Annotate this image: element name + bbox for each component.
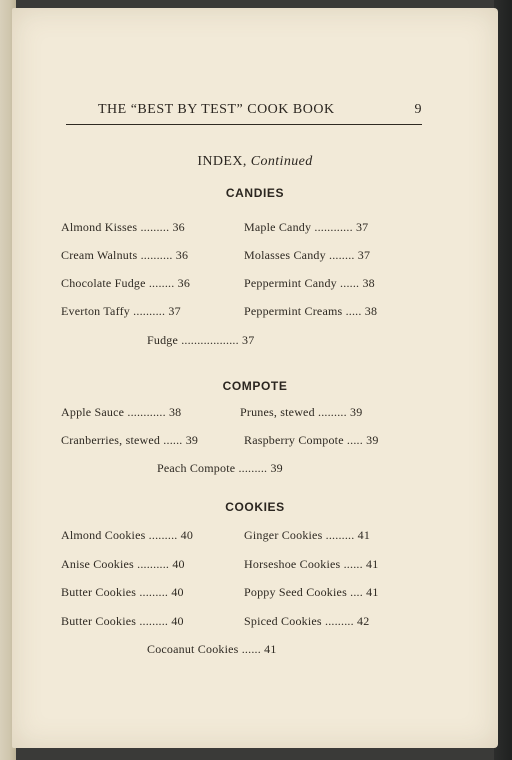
index-entry: Anise Cookies .......... 40 xyxy=(61,557,185,571)
index-entry: Raspberry Compote ..... 39 xyxy=(244,433,379,447)
index-entry: Butter Cookies ......... 40 xyxy=(61,614,184,628)
index-entry: Almond Cookies ......... 40 xyxy=(61,528,194,542)
page-number: 9 xyxy=(414,102,422,117)
index-entry: Chocolate Fudge ........ 36 xyxy=(61,276,191,290)
index-entry: Cocoanut Cookies ...... 41 xyxy=(147,642,277,656)
index-entry: Poppy Seed Cookies .... 41 xyxy=(244,585,379,599)
index-entry: Fudge .................. 37 xyxy=(147,333,255,347)
index-entry: Horseshoe Cookies ...... 41 xyxy=(244,557,379,571)
running-header xyxy=(66,96,422,125)
index-entry: Cranberries, stewed ...... 39 xyxy=(61,433,199,447)
index-heading-continued: Continued xyxy=(250,154,313,169)
index-entry: Everton Taffy .......... 37 xyxy=(61,304,181,318)
index-entry: Peppermint Candy ...... 38 xyxy=(244,276,375,290)
index-entry: Ginger Cookies ......... 41 xyxy=(244,528,371,542)
index-heading xyxy=(12,154,498,170)
index-entry: Prunes, stewed ......... 39 xyxy=(240,405,363,419)
section-title-cookies: COOKIES xyxy=(225,500,285,514)
index-entry: Spiced Cookies ......... 42 xyxy=(244,614,370,628)
index-entry: Maple Candy ............ 37 xyxy=(244,220,369,234)
section-title-compote: COMPOTE xyxy=(222,379,288,393)
running-title: THE “BEST BY TEST” COOK BOOK xyxy=(98,102,335,117)
index-entry: Peppermint Creams ..... 38 xyxy=(244,304,378,318)
index-entry: Peach Compote ......... 39 xyxy=(157,461,283,475)
index-entry: Cream Walnuts .......... 36 xyxy=(61,248,189,262)
index-entry: Butter Cookies ......... 40 xyxy=(61,585,184,599)
section-title-candies: CANDIES xyxy=(225,186,285,200)
index-entry: Almond Kisses ......... 36 xyxy=(61,220,185,234)
book-page xyxy=(12,8,498,748)
index-heading-main: INDEX, xyxy=(197,154,247,169)
index-entry: Apple Sauce ............ 38 xyxy=(61,405,182,419)
index-entry: Molasses Candy ........ 37 xyxy=(244,248,371,262)
